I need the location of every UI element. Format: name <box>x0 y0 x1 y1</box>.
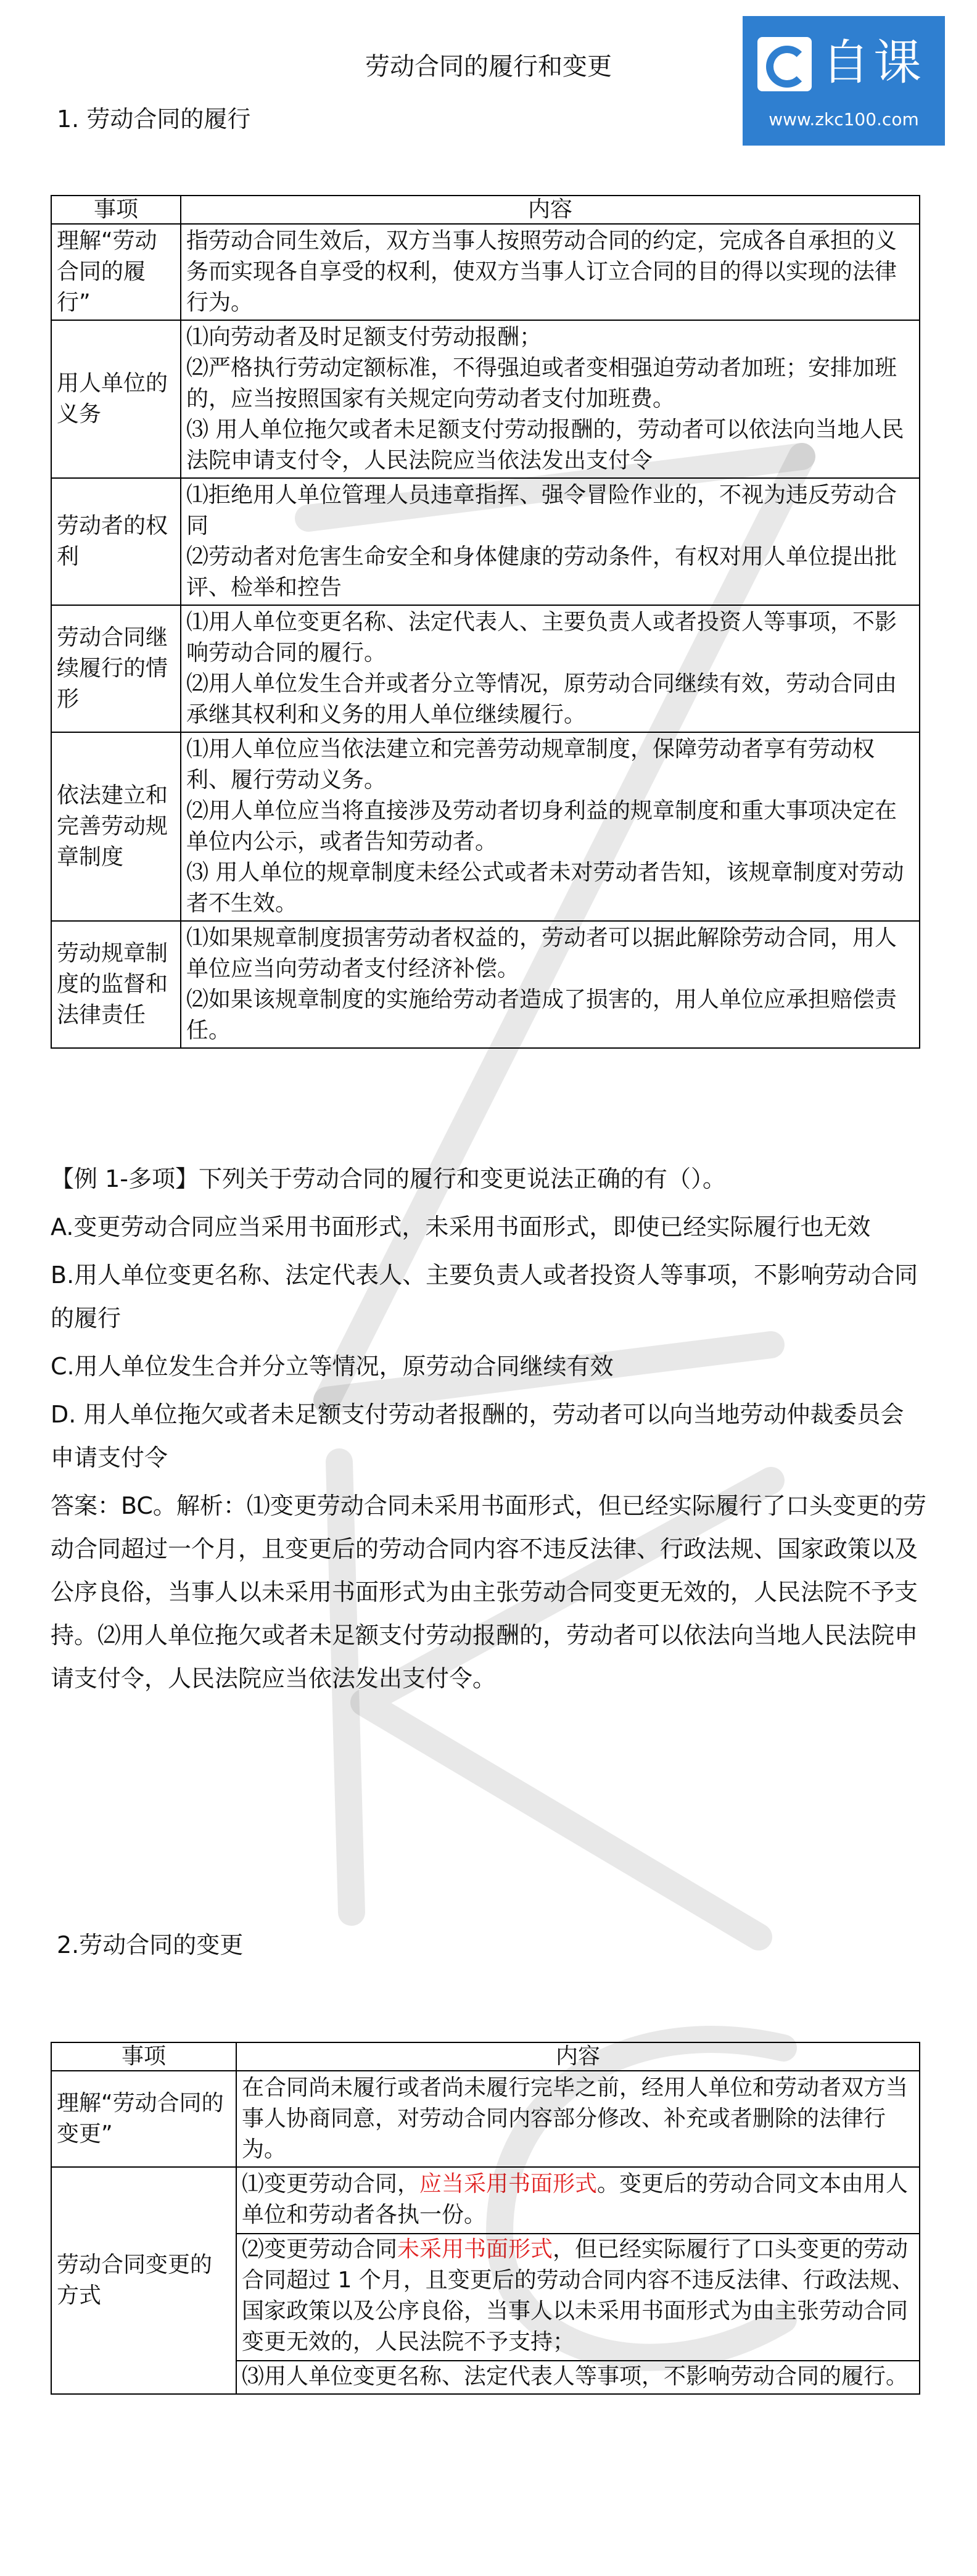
table-row <box>51 921 920 1048</box>
content-line: ⑵劳动者对危害生命安全和身体健康的劳动条件，有权对用人单位提出批评、检举和控告 <box>186 544 897 600</box>
content-text: 。变更后的劳动合同文本由用人单位和劳动者各执一份。 <box>242 2171 909 2227</box>
row-content <box>181 605 920 732</box>
table-header-row <box>51 196 920 224</box>
table-row <box>51 320 920 478</box>
content-line <box>237 2233 919 2358</box>
table-row <box>51 732 920 921</box>
table-row <box>51 2071 920 2167</box>
section-1-heading: 1. 劳动合同的履行 <box>57 105 251 133</box>
row-content <box>236 2167 920 2394</box>
row-item: 用人单位的义务 <box>51 320 181 478</box>
answer-explanation: 答案：BC。解析：⑴变更劳动合同未采用书面形式，但已经实际履行了口头变更的劳动合同超过一个月，且变更后的劳动合同内容不违反法律、行政法规、国家政策以及公序良俗，当事人以未采用书面形式为由主张劳动合同变更无效的，人民法院不予支持。⑵用人单位拖欠或者未足额支付劳动报酬的，劳动者可以依法向当地人民法院申请支付令，人民法院应当依法发出支付令。 <box>51 1492 926 1692</box>
header-item: 事项 <box>51 2042 236 2071</box>
row-item: 劳动合同继续履行的情形 <box>51 605 181 732</box>
row-content <box>181 224 920 320</box>
content-line: ⑵如果该规章制度的实施给劳动者造成了损害的，用人单位应承担赔偿责任。 <box>186 987 897 1043</box>
performance-table <box>51 195 920 1049</box>
row-content <box>181 732 920 921</box>
content-line <box>242 2169 914 2231</box>
content-text: ⑵变更劳动合同 <box>242 2237 398 2262</box>
content-line: ⑵用人单位应当将直接涉及劳动者切身利益的规章制度和重大事项决定在单位内公示，或者告知劳动者。 <box>186 798 897 854</box>
example-question-block <box>51 1157 926 1705</box>
content-line: ⑴拒绝用人单位管理人员违章指挥、强令冒险作业的，不视为违反劳动合同 <box>186 482 897 539</box>
highlight-text: 应当采用书面形式 <box>419 2171 598 2197</box>
content-line: ⑶ 用人单位拖欠或者未足额支付劳动报酬的，劳动者可以依法向当地人民法院申请支付令，人民法院应当依法发出支付令 <box>186 417 904 473</box>
site-logo <box>743 16 945 146</box>
page-title: 劳动合同的履行和变更 <box>365 52 612 81</box>
header-content: 内容 <box>181 196 920 224</box>
row-item: 理解“劳动合同的变更” <box>51 2071 236 2167</box>
option-d: D. 用人单位拖欠或者未足额支付劳动者报酬的，劳动者可以向当地劳动仲裁委员会申请支付令 <box>51 1401 904 1471</box>
row-content <box>181 921 920 1048</box>
content-text: ，但已经实际履行了口头变更的劳动合同超过 1 个月，且变更后的劳动合同内容不违反法律、行政法规、国家政策以及公序良俗，当事人以未采用书面形式为由主张劳动合同变更无效的，人民法院不予支持； <box>242 2237 914 2355</box>
table-header-row <box>51 2042 920 2071</box>
highlight-text: 未采用书面形式 <box>397 2237 553 2262</box>
table-row <box>51 605 920 732</box>
header-content: 内容 <box>236 2042 920 2071</box>
content-line: ⑵严格执行劳动定额标准，不得强迫或者变相强迫劳动者加班；安排加班的，应当按照国家有关规定向劳动者支付加班费。 <box>186 355 897 411</box>
table-row <box>51 2167 920 2394</box>
section-2-heading: 2.劳动合同的变更 <box>57 1931 244 1959</box>
row-content <box>181 478 920 605</box>
header-item: 事项 <box>51 196 181 224</box>
row-item: 劳动规章制度的监督和法律责任 <box>51 921 181 1048</box>
content-text: ⑴变更劳动合同， <box>242 2171 420 2197</box>
content-line: ⑴用人单位变更名称、法定代表人、主要负责人或者投资人等事项，不影响劳动合同的履行。 <box>186 609 897 666</box>
row-item: 劳动者的权利 <box>51 478 181 605</box>
row-item: 劳动合同变更的方式 <box>51 2167 236 2394</box>
row-content: 在合同尚未履行或者尚未履行完毕之前，经用人单位和劳动者双方当事人协商同意，对劳动合同内容部分修改、补充或者删除的法律行为。 <box>236 2071 920 2167</box>
content-line: ⑴用人单位应当依法建立和完善劳动规章制度，保障劳动者享有劳动权利、履行劳动义务。 <box>186 737 875 793</box>
row-content <box>181 320 920 478</box>
table-row <box>51 224 920 320</box>
change-table <box>51 2042 920 2395</box>
option-a: A.变更劳动合同应当采用书面形式，未采用书面形式，即使已经实际履行也无效 <box>51 1213 871 1241</box>
logo-text: 自课 <box>822 35 926 91</box>
option-c: C.用人单位发生合并分立等情况，原劳动合同继续有效 <box>51 1353 614 1380</box>
content-line: ⑴向劳动者及时足额支付劳动报酬； <box>186 324 542 350</box>
content-line: 指劳动合同生效后，双方当事人按照劳动合同的约定，完成各自承担的义务而实现各自享受的权利，使双方当事人订立合同的目的得以实现的法律行为。 <box>186 228 897 315</box>
content-line: ⑵用人单位发生合并或者分立等情况，原劳动合同继续有效，劳动合同由承继其权利和义务的用人单位继续履行。 <box>186 671 897 727</box>
option-b: B.用人单位变更名称、法定代表人、主要负责人或者投资人等事项，不影响劳动合同的履行 <box>51 1261 918 1332</box>
row-item: 依法建立和完善劳动规章制度 <box>51 732 181 921</box>
content-line: ⑴如果规章制度损害劳动者权益的，劳动者可以据此解除劳动合同，用人单位应当向劳动者支付经济补偿。 <box>186 925 897 981</box>
content-line: ⑶ 用人单位的规章制度未经公式或者未对劳动者告知，该规章制度对劳动者不生效。 <box>186 860 904 916</box>
logo-c-icon <box>757 37 812 91</box>
row-item: 理解“劳动合同的履行” <box>51 224 181 320</box>
logo-url: www.zkc100.com <box>769 109 919 130</box>
content-line: ⑶用人单位变更名称、法定代表人等事项，不影响劳动合同的履行。 <box>237 2360 919 2392</box>
table-row <box>51 478 920 605</box>
question-stem: 【例 1-多项】下列关于劳动合同的履行和变更说法正确的有（）。 <box>51 1165 726 1192</box>
